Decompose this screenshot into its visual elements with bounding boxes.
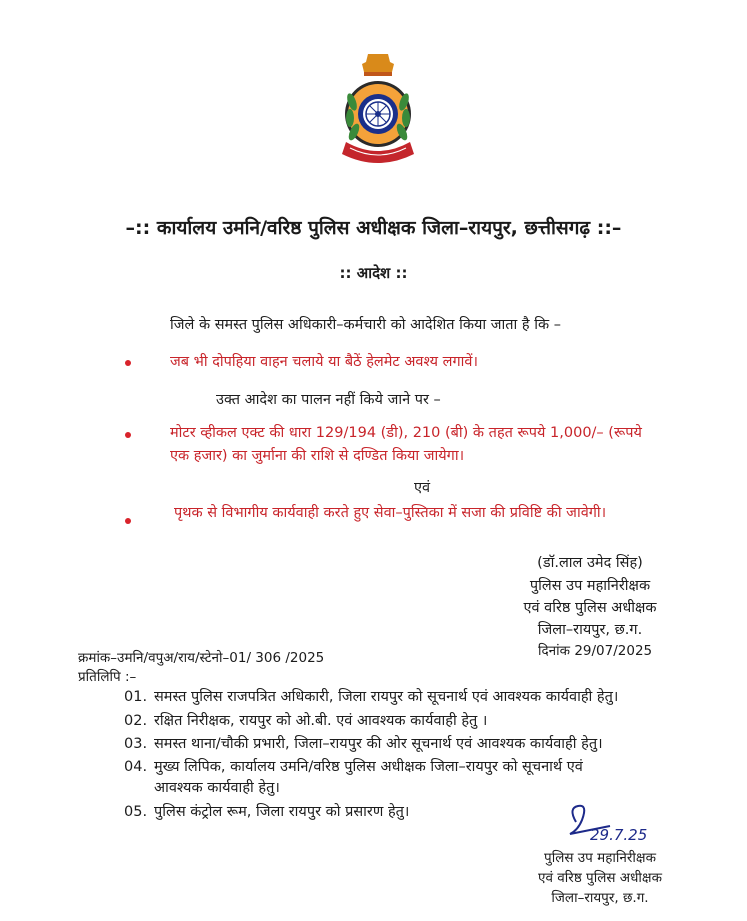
signatory-designation-2: एवं वरिष्ठ पुलिस अधीक्षक (523, 600, 657, 616)
list-item: 04. मुख्य लिपिक, कार्यालय उमनि/वरिष्ठ पुलिस अधीक्षक जिला–रायपुर को सूचनार्थ एवं (124, 759, 583, 775)
order-label: :: आदेश :: (339, 264, 408, 282)
list-item: 03. समस्त थाना/चौकी प्रभारी, जिला–रायपुर की ओर सूचनार्थ एवं आवश्यक कार्यवाही हेतु। (124, 736, 603, 752)
list-item: 01. समस्त पुलिस राजपत्रित अधिकारी, जिला रायपुर को सूचनार्थ एवं आवश्यक कार्यवाही हेतु। (124, 689, 619, 705)
signatory2-designation-2: एवं वरिष्ठ पुलिस अधीक्षक (538, 870, 662, 886)
helmet-instruction: जब भी दोपहिया वाहन चलाये या बैठें हेलमेट अवश्य लगावें। (170, 354, 478, 370)
police-emblem-icon (338, 52, 418, 170)
signatory-name: (डॉ.लाल उमेद सिंह) (537, 555, 643, 571)
copy-label: प्रतिलिपि :– (78, 669, 137, 685)
bullet-dot (125, 518, 131, 524)
handwritten-signature (560, 800, 670, 850)
bullet-dot (125, 360, 131, 366)
list-item-continuation: आवश्यक कार्यवाही हेतु। (154, 780, 280, 796)
signatory2-designation-1: पुलिस उप महानिरीक्षक (544, 850, 656, 866)
and-word: एवं (414, 480, 431, 496)
handwritten-date: 29.7.25 (590, 826, 648, 844)
signatory2-location: जिला–रायपुर, छ.ग. (551, 890, 649, 906)
order-date: दिनांक 29/07/2025 (538, 643, 653, 659)
list-item: 05. पुलिस कंट्रोल रूम, जिला रायपुर को प्रसारण हेतु। (124, 804, 410, 820)
office-heading: –:: कार्यालय उमनि/वरिष्ठ पुलिस अधीक्षक जिला–रायपुर, छत्तीसगढ़ ::– (125, 217, 622, 239)
fine-text-line1: मोटर व्हीकल एक्ट की धारा 129/194 (डी), 210 (बी) के तहत रूपये 1,000/– (रूपये (170, 425, 642, 441)
departmental-action-text: पृथक से विभागीय कार्यवाही करते हुए सेवा–पुस्तिका में सजा की प्रविष्टि की जावेगी। (174, 505, 607, 521)
signatory-location: जिला–रायपुर, छ.ग. (537, 622, 643, 638)
signatory-designation-1: पुलिस उप महानिरीक्षक (529, 578, 651, 594)
bullet-dot (125, 432, 131, 438)
fine-text-line2: एक हजार) का जुर्माना की राशि से दण्डित किया जायेगा। (170, 448, 465, 464)
list-item: 02. रक्षित निरीक्षक, रायपुर को ओ.बी. एवं आवश्यक कार्यवाही हेतु । (124, 713, 488, 729)
intro-text: जिले के समस्त पुलिस अधिकारी–कर्मचारी को आदेशित किया जाता है कि – (170, 317, 561, 333)
penalty-intro: उक्त आदेश का पालन नहीं किये जाने पर – (216, 392, 441, 408)
order-number: क्रमांक–उमनि/वपुअ/राय/स्टेनो–01/ 306 /2025 (78, 650, 325, 666)
